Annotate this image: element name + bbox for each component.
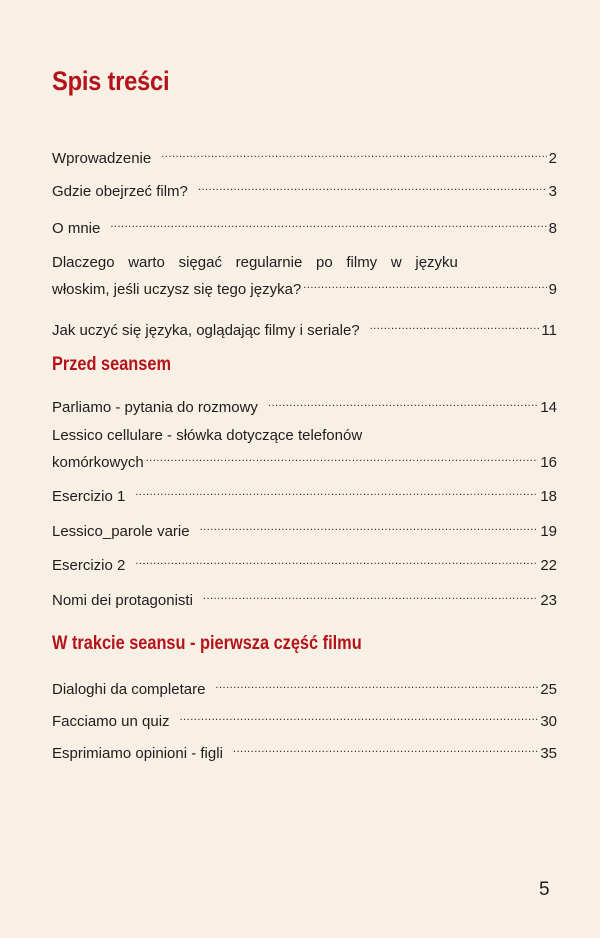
toc-entry[interactable]: [52, 315, 557, 341]
toc-entry-page: 9: [548, 281, 557, 298]
toc-dot-leader: [203, 585, 538, 605]
toc-word: w: [390, 254, 402, 271]
toc-dot-leader: [215, 674, 538, 694]
toc-entry-label-line2: [52, 274, 557, 301]
toc-entry-label: Parliamo - pytania do rozmowy: [52, 399, 258, 416]
toc-dot-leader: [135, 481, 538, 501]
toc-entry-label-line1: Lessico cellulare - słówka dotyczące telefonów: [52, 427, 363, 444]
toc-entry-page: 22: [540, 557, 557, 574]
page-number: 5: [539, 879, 550, 900]
toc-dot-leader: [198, 176, 547, 196]
toc-entry-label: włoskim, jeśli uczysz się tego języka?: [52, 281, 302, 298]
section-title-w-trakcie-seansu: W trakcie seansu - pierwsza część filmu: [52, 633, 362, 654]
toc-entry[interactable]: [52, 706, 557, 732]
toc-entry-label: Esercizio 2: [52, 557, 126, 574]
toc-entry[interactable]: [52, 674, 557, 700]
toc-word: języku: [415, 254, 458, 271]
toc-entry[interactable]: [52, 213, 557, 239]
toc-dot-leader: [180, 706, 539, 726]
toc-entry[interactable]: [52, 585, 557, 611]
toc-entry[interactable]: [52, 251, 557, 301]
toc-dot-leader: [303, 274, 546, 294]
toc-entry-page: 30: [540, 713, 557, 730]
toc-entry[interactable]: [52, 392, 557, 418]
section-title-przed-seansem: Przed seansem: [52, 354, 171, 375]
page-title: Spis treści: [52, 66, 170, 96]
toc-word: Dlaczego: [52, 254, 115, 271]
toc-entry[interactable]: [52, 738, 557, 764]
toc-entry[interactable]: [52, 516, 557, 542]
toc-entry[interactable]: [52, 481, 557, 507]
toc-dot-leader: [200, 516, 539, 536]
toc-dot-leader: [268, 392, 538, 412]
toc-entry-label: Facciamo un quiz: [52, 713, 170, 730]
toc-entry-page: 23: [540, 592, 557, 609]
toc-entry-page: 2: [548, 150, 557, 167]
toc-entry-label-line2: [52, 447, 557, 474]
toc-entry-label: Wprowadzenie: [52, 150, 152, 167]
toc-word: regularnie: [235, 254, 303, 271]
toc-entry-page: 3: [548, 183, 557, 200]
toc-entry[interactable]: [52, 424, 557, 474]
toc-entry-label: Esercizio 1: [52, 488, 126, 505]
toc-entry[interactable]: [52, 550, 557, 576]
toc-entry-page: 19: [540, 523, 557, 540]
toc-entry-page: 35: [540, 745, 557, 762]
toc-word: filmy: [346, 254, 378, 271]
toc-entry[interactable]: [52, 143, 557, 169]
toc-entry-label: Esprimiamo opinioni - figli: [52, 745, 223, 762]
toc-entry-page: 18: [540, 488, 557, 505]
toc-entry-page: 8: [548, 220, 557, 237]
toc-word: po: [316, 254, 333, 271]
toc-entry[interactable]: [52, 176, 557, 202]
toc-entry-label: Gdzie obejrzeć film?: [52, 183, 188, 200]
toc-word: sięgać: [178, 254, 222, 271]
toc-dot-leader: [370, 315, 540, 335]
toc-entry-label: Lessico_parole varie: [52, 523, 190, 540]
toc-dot-leader: [233, 738, 538, 758]
toc-entry-label: komórkowych: [52, 454, 144, 471]
toc-entry-label-line1: [52, 251, 458, 274]
toc-entry-label: Jak uczyć się języka, oglądając filmy i seriale?: [52, 322, 360, 339]
toc-dot-leader: [146, 447, 539, 467]
toc-entry-page: 14: [540, 399, 557, 416]
toc-dot-leader: [135, 550, 538, 570]
toc-dot-leader: [110, 213, 546, 233]
toc-entry-page: 16: [540, 454, 557, 471]
toc-dot-leader: [161, 143, 546, 163]
toc-word: warto: [128, 254, 165, 271]
toc-entry-page: 25: [540, 681, 557, 698]
toc-entry-label: Nomi dei protagonisti: [52, 592, 193, 609]
toc-entry-label: O mnie: [52, 220, 101, 237]
toc-entry-label: Dialoghi da completare: [52, 681, 206, 698]
toc-entry-page: 11: [541, 322, 557, 339]
